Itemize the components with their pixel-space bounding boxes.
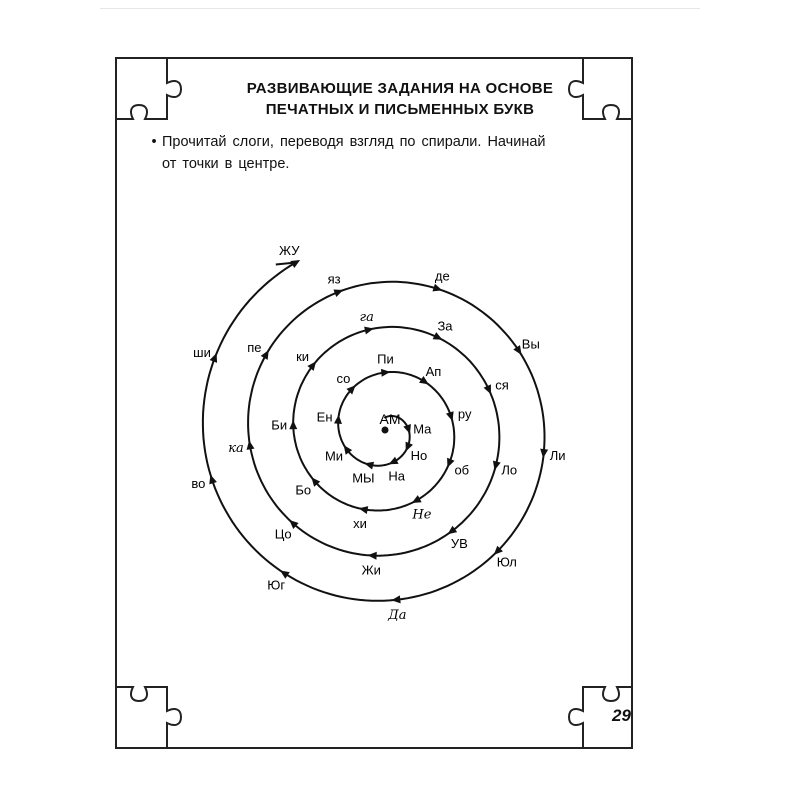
syllable-label: ки <box>296 349 310 364</box>
syllable-label: Юл <box>496 554 517 570</box>
spiral-arrow-icon <box>387 457 399 468</box>
page-title-line: РАЗВИВАЮЩИЕ ЗАДАНИЯ НА ОСНОВЕ <box>246 80 554 97</box>
spiral-arrow-icon <box>410 495 422 506</box>
spiral-arrow-icon <box>444 458 455 469</box>
syllable-label: На <box>388 468 406 484</box>
syllable-label: ру <box>457 406 472 422</box>
spiral-arrow-icon <box>207 473 217 484</box>
spiral-arrow-icon <box>433 332 445 343</box>
spiral-arrow-icon <box>391 595 401 604</box>
syllable-label: ши <box>193 345 211 361</box>
syllable-label: яз <box>327 271 341 287</box>
bullet-marker: • <box>151 134 157 150</box>
spiral-arrow-icon <box>484 384 495 395</box>
syllable-label: Юг <box>267 577 286 593</box>
syllable-label: Ло <box>501 462 518 478</box>
syllable-label: во <box>191 476 206 492</box>
syllable-label: УВ <box>450 536 468 551</box>
spiral-arrow-icon <box>381 368 391 377</box>
syllable-label: Жи <box>361 562 381 578</box>
syllable-label: Бо <box>295 482 312 498</box>
spiral-arrow-icon <box>446 411 456 422</box>
page-number: 29 <box>612 706 631 725</box>
syllable-label: ся <box>495 377 509 393</box>
syllable-label: хи <box>353 515 367 531</box>
syllable-label: Пи <box>377 351 394 367</box>
instruction-line: Прочитай слоги, переводя взгляд по спирали. Начинай <box>162 134 546 150</box>
spiral-arrow-icon <box>432 284 443 294</box>
spiral-arrow-icon <box>367 551 376 559</box>
spiral-arrow-icon <box>290 257 302 268</box>
syllable-label-cursive: ка <box>228 440 244 456</box>
spiral-arrow-icon <box>210 352 221 363</box>
spiral-arrow-icon <box>334 414 343 424</box>
spiral-arrow-icon <box>333 286 344 297</box>
syllable-label: Би <box>271 417 288 433</box>
spiral-start-dot <box>382 427 389 434</box>
syllable-label: ЖУ <box>279 243 300 259</box>
syllable-label: Ап <box>425 363 442 379</box>
syllable-label: де <box>434 268 450 284</box>
syllable-label-cursive: Да <box>388 607 407 623</box>
syllable-label-cursive: га <box>359 309 374 325</box>
page-title-line: ПЕЧАТНЫХ И ПИСЬМЕННЫХ БУКВ <box>265 101 535 118</box>
syllable-label: АМ <box>379 411 401 427</box>
syllable-label: Ли <box>549 448 566 464</box>
spiral-arrow-icon <box>539 449 548 459</box>
syllable-label: об <box>454 462 470 478</box>
syllable-label: МЫ <box>352 470 375 486</box>
syllable-label: Цо <box>274 526 292 542</box>
syllable-label-cursive: Не <box>412 507 432 523</box>
spiral-arrow-icon <box>261 348 272 360</box>
syllable-label: Но <box>410 448 428 464</box>
instruction-line: от точки в центре. <box>162 156 290 172</box>
spiral-arrow-icon <box>289 420 297 429</box>
syllable-label: Ма <box>413 421 432 437</box>
syllable-label: Ен <box>316 409 333 425</box>
syllable-label: Вы <box>521 336 540 352</box>
syllable-label: За <box>437 318 453 334</box>
spiral-arrow-icon <box>363 459 374 469</box>
syllable-label: Ми <box>324 448 344 464</box>
syllable-label: со <box>336 370 351 386</box>
syllable-label: пе <box>247 339 262 355</box>
